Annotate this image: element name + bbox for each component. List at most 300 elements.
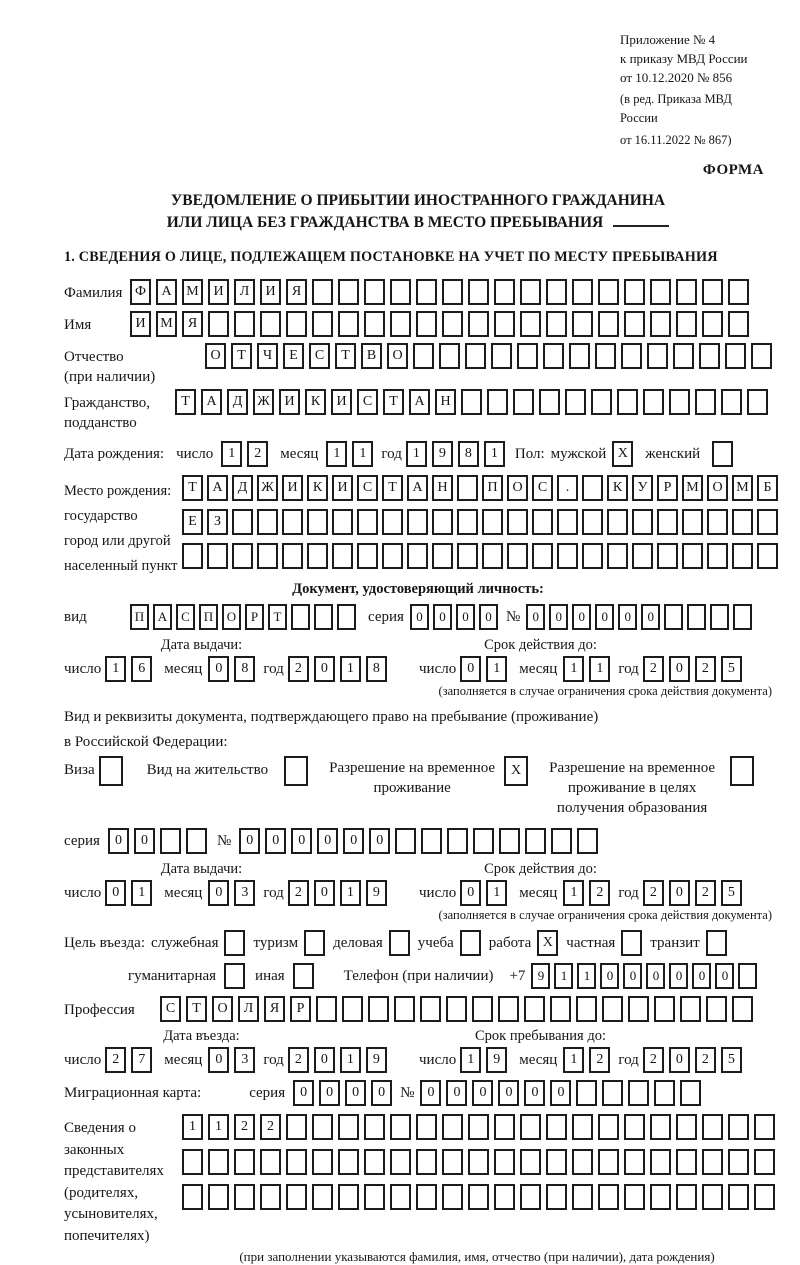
char-cell[interactable] [650,279,671,305]
char-cell[interactable] [728,1149,749,1175]
char-cell[interactable] [757,509,778,535]
char-cell[interactable] [182,1149,203,1175]
char-cell[interactable] [182,1184,203,1210]
char-cell[interactable] [314,604,333,630]
char-cell[interactable] [520,279,541,305]
char-cell[interactable] [304,930,325,956]
char-cell[interactable]: С [357,389,378,415]
char-cell[interactable] [582,475,603,501]
char-cell[interactable] [407,509,428,535]
char-cell[interactable] [407,543,428,569]
char-cell[interactable] [751,343,772,369]
char-cell[interactable]: Д [232,475,253,501]
char-cell[interactable]: 5 [721,656,742,682]
char-cell[interactable] [624,1149,645,1175]
char-cell[interactable] [394,996,415,1022]
char-cell[interactable] [234,311,255,337]
char-cell[interactable]: 0 [646,963,665,989]
char-cell[interactable] [420,996,441,1022]
char-cell[interactable]: 0 [208,1047,229,1073]
char-cell[interactable] [416,279,437,305]
char-cell[interactable]: 8 [366,656,387,682]
char-cell[interactable] [707,509,728,535]
char-cell[interactable]: Ж [257,475,278,501]
char-cell[interactable]: С [160,996,181,1022]
char-cell[interactable]: М [732,475,753,501]
char-cell[interactable]: 0 [239,828,260,854]
char-cell[interactable]: 0 [669,1047,690,1073]
char-cell[interactable] [669,389,690,415]
char-cell[interactable]: 3 [234,1047,255,1073]
char-cell[interactable]: 5 [721,880,742,906]
char-cell[interactable]: 9 [486,1047,507,1073]
char-cell[interactable]: 0 [498,1080,519,1106]
char-cell[interactable] [676,311,697,337]
char-cell[interactable]: Н [435,389,456,415]
char-cell[interactable]: Ж [253,389,274,415]
char-cell[interactable] [591,389,612,415]
char-cell[interactable] [507,543,528,569]
char-cell[interactable]: 2 [288,880,309,906]
char-cell[interactable] [551,828,572,854]
char-cell[interactable]: 0 [623,963,642,989]
char-cell[interactable]: 1 [406,441,427,467]
char-cell[interactable]: 1 [486,656,507,682]
char-cell[interactable] [468,311,489,337]
char-cell[interactable]: С [357,475,378,501]
char-cell[interactable]: 1 [554,963,573,989]
char-cell[interactable]: 1 [105,656,126,682]
char-cell[interactable]: А [409,389,430,415]
char-cell[interactable] [680,996,701,1022]
char-cell[interactable]: 9 [531,963,550,989]
char-cell[interactable] [364,279,385,305]
char-cell[interactable]: И [282,475,303,501]
char-cell[interactable]: 0 [208,656,229,682]
char-cell[interactable] [643,389,664,415]
char-cell[interactable]: Т [186,996,207,1022]
char-cell[interactable] [532,509,553,535]
char-cell[interactable] [532,543,553,569]
char-cell[interactable] [572,311,593,337]
char-cell[interactable]: 9 [366,1047,387,1073]
char-cell[interactable] [457,543,478,569]
char-cell[interactable] [654,996,675,1022]
char-cell[interactable]: 2 [643,1047,664,1073]
char-cell[interactable] [676,1149,697,1175]
char-cell[interactable]: Е [182,509,203,535]
char-cell[interactable] [312,279,333,305]
char-cell[interactable] [730,756,754,786]
char-cell[interactable] [569,343,590,369]
char-cell[interactable] [676,279,697,305]
char-cell[interactable] [725,343,746,369]
char-cell[interactable]: О [212,996,233,1022]
char-cell[interactable]: М [156,311,177,337]
char-cell[interactable]: 0 [595,604,614,630]
char-cell[interactable]: Т [182,475,203,501]
char-cell[interactable]: 1 [340,1047,361,1073]
char-cell[interactable] [695,389,716,415]
char-cell[interactable] [357,543,378,569]
char-cell[interactable] [260,1149,281,1175]
char-cell[interactable] [473,828,494,854]
char-cell[interactable] [460,930,481,956]
char-cell[interactable] [494,1114,515,1140]
char-cell[interactable]: 0 [265,828,286,854]
char-cell[interactable] [160,828,181,854]
char-cell[interactable] [607,543,628,569]
char-cell[interactable] [513,389,534,415]
char-cell[interactable]: 2 [260,1114,281,1140]
char-cell[interactable]: X [612,441,633,467]
char-cell[interactable] [307,509,328,535]
char-cell[interactable]: 0 [669,656,690,682]
char-cell[interactable]: 2 [105,1047,126,1073]
char-cell[interactable] [208,311,229,337]
char-cell[interactable] [364,1114,385,1140]
char-cell[interactable]: 0 [472,1080,493,1106]
char-cell[interactable] [702,1149,723,1175]
char-cell[interactable] [507,509,528,535]
char-cell[interactable] [572,279,593,305]
char-cell[interactable] [572,1184,593,1210]
char-cell[interactable] [654,1080,675,1106]
char-cell[interactable] [286,1149,307,1175]
char-cell[interactable] [732,996,753,1022]
char-cell[interactable]: А [407,475,428,501]
char-cell[interactable] [364,1149,385,1175]
char-cell[interactable]: 0 [108,828,129,854]
char-cell[interactable]: И [208,279,229,305]
char-cell[interactable]: 0 [550,1080,571,1106]
char-cell[interactable] [457,475,478,501]
char-cell[interactable] [395,828,416,854]
char-cell[interactable]: 2 [589,1047,610,1073]
char-cell[interactable]: Е [283,343,304,369]
char-cell[interactable]: 0 [460,656,481,682]
char-cell[interactable] [494,311,515,337]
char-cell[interactable]: М [682,475,703,501]
char-cell[interactable] [598,279,619,305]
char-cell[interactable] [598,1114,619,1140]
char-cell[interactable] [621,930,642,956]
char-cell[interactable] [499,828,520,854]
char-cell[interactable] [468,1149,489,1175]
char-cell[interactable] [602,996,623,1022]
char-cell[interactable] [286,1114,307,1140]
char-cell[interactable] [257,543,278,569]
char-cell[interactable]: 1 [131,880,152,906]
char-cell[interactable] [390,279,411,305]
char-cell[interactable] [607,509,628,535]
char-cell[interactable] [543,343,564,369]
char-cell[interactable]: Б [757,475,778,501]
char-cell[interactable] [650,1149,671,1175]
char-cell[interactable]: С [309,343,330,369]
char-cell[interactable] [682,509,703,535]
char-cell[interactable]: А [153,604,172,630]
char-cell[interactable] [754,1184,775,1210]
char-cell[interactable]: 0 [572,604,591,630]
char-cell[interactable]: 1 [486,880,507,906]
char-cell[interactable] [465,343,486,369]
char-cell[interactable] [598,1184,619,1210]
char-cell[interactable] [546,311,567,337]
char-cell[interactable]: 0 [600,963,619,989]
char-cell[interactable]: 2 [288,656,309,682]
char-cell[interactable]: 2 [234,1114,255,1140]
char-cell[interactable] [520,1149,541,1175]
char-cell[interactable]: 0 [526,604,545,630]
char-cell[interactable] [602,1080,623,1106]
char-cell[interactable]: Р [657,475,678,501]
char-cell[interactable] [524,996,545,1022]
char-cell[interactable] [624,279,645,305]
char-cell[interactable] [650,311,671,337]
char-cell[interactable]: Т [231,343,252,369]
char-cell[interactable]: Я [286,279,307,305]
char-cell[interactable] [699,343,720,369]
char-cell[interactable] [702,279,723,305]
char-cell[interactable] [338,279,359,305]
char-cell[interactable] [747,389,768,415]
char-cell[interactable] [732,509,753,535]
char-cell[interactable] [598,311,619,337]
char-cell[interactable] [342,996,363,1022]
char-cell[interactable] [442,1184,463,1210]
char-cell[interactable] [234,1149,255,1175]
char-cell[interactable] [757,543,778,569]
char-cell[interactable] [232,509,253,535]
char-cell[interactable] [337,604,356,630]
char-cell[interactable]: 0 [669,880,690,906]
char-cell[interactable]: 2 [247,441,268,467]
char-cell[interactable]: О [222,604,241,630]
char-cell[interactable]: 2 [695,656,716,682]
char-cell[interactable]: 0 [456,604,475,630]
char-cell[interactable] [595,343,616,369]
char-cell[interactable] [186,828,207,854]
char-cell[interactable] [576,996,597,1022]
char-cell[interactable] [494,1184,515,1210]
char-cell[interactable]: 2 [589,880,610,906]
char-cell[interactable] [728,1184,749,1210]
char-cell[interactable]: Т [335,343,356,369]
char-cell[interactable]: И [130,311,151,337]
char-cell[interactable] [494,279,515,305]
char-cell[interactable]: 0 [105,880,126,906]
char-cell[interactable]: 0 [460,880,481,906]
char-cell[interactable]: И [260,279,281,305]
char-cell[interactable] [517,343,538,369]
char-cell[interactable] [364,311,385,337]
char-cell[interactable]: 1 [326,441,347,467]
char-cell[interactable] [442,279,463,305]
char-cell[interactable]: К [305,389,326,415]
char-cell[interactable]: Р [245,604,264,630]
char-cell[interactable] [312,1149,333,1175]
char-cell[interactable] [520,311,541,337]
char-cell[interactable]: Ф [130,279,151,305]
char-cell[interactable]: X [537,930,558,956]
char-cell[interactable]: 8 [458,441,479,467]
char-cell[interactable] [728,279,749,305]
char-cell[interactable] [632,543,653,569]
char-cell[interactable]: 0 [293,1080,314,1106]
char-cell[interactable] [468,1114,489,1140]
char-cell[interactable]: 9 [432,441,453,467]
char-cell[interactable] [390,311,411,337]
char-cell[interactable]: 6 [131,656,152,682]
char-cell[interactable] [650,1114,671,1140]
char-cell[interactable] [546,1114,567,1140]
char-cell[interactable]: Л [238,996,259,1022]
char-cell[interactable]: 0 [343,828,364,854]
char-cell[interactable]: Л [234,279,255,305]
char-cell[interactable] [482,509,503,535]
char-cell[interactable]: X [504,756,528,786]
char-cell[interactable]: А [156,279,177,305]
char-cell[interactable] [738,963,757,989]
char-cell[interactable]: П [199,604,218,630]
char-cell[interactable] [312,1114,333,1140]
char-cell[interactable]: Т [382,475,403,501]
char-cell[interactable]: Р [290,996,311,1022]
char-cell[interactable] [416,1114,437,1140]
char-cell[interactable] [647,343,668,369]
char-cell[interactable]: 1 [589,656,610,682]
char-cell[interactable]: И [332,475,353,501]
char-cell[interactable] [728,1114,749,1140]
char-cell[interactable]: 2 [288,1047,309,1073]
char-cell[interactable]: 0 [371,1080,392,1106]
char-cell[interactable] [657,509,678,535]
char-cell[interactable] [182,543,203,569]
char-cell[interactable] [457,509,478,535]
char-cell[interactable] [282,509,303,535]
char-cell[interactable] [498,996,519,1022]
char-cell[interactable]: 2 [643,880,664,906]
char-cell[interactable] [582,509,603,535]
char-cell[interactable] [286,311,307,337]
char-cell[interactable]: П [482,475,503,501]
char-cell[interactable]: 0 [314,1047,335,1073]
char-cell[interactable] [557,509,578,535]
char-cell[interactable]: 0 [524,1080,545,1106]
char-cell[interactable]: 0 [479,604,498,630]
char-cell[interactable]: А [207,475,228,501]
char-cell[interactable] [382,543,403,569]
char-cell[interactable] [577,828,598,854]
char-cell[interactable]: Ч [257,343,278,369]
char-cell[interactable] [442,311,463,337]
char-cell[interactable] [565,389,586,415]
char-cell[interactable] [572,1114,593,1140]
char-cell[interactable]: 3 [234,880,255,906]
char-cell[interactable]: Т [175,389,196,415]
char-cell[interactable] [416,311,437,337]
char-cell[interactable] [390,1184,411,1210]
char-cell[interactable]: Т [268,604,287,630]
char-cell[interactable] [732,543,753,569]
char-cell[interactable] [442,1149,463,1175]
char-cell[interactable]: 0 [314,880,335,906]
char-cell[interactable] [546,279,567,305]
char-cell[interactable] [312,311,333,337]
char-cell[interactable] [439,343,460,369]
char-cell[interactable] [468,279,489,305]
char-cell[interactable]: 9 [366,880,387,906]
char-cell[interactable] [468,1184,489,1210]
char-cell[interactable] [368,996,389,1022]
char-cell[interactable] [416,1149,437,1175]
char-cell[interactable]: 1 [352,441,373,467]
char-cell[interactable] [432,509,453,535]
char-cell[interactable]: К [307,475,328,501]
char-cell[interactable] [487,389,508,415]
char-cell[interactable] [728,311,749,337]
char-cell[interactable]: С [532,475,553,501]
char-cell[interactable] [546,1149,567,1175]
char-cell[interactable]: Д [227,389,248,415]
char-cell[interactable] [546,1184,567,1210]
char-cell[interactable] [676,1114,697,1140]
char-cell[interactable]: Я [264,996,285,1022]
char-cell[interactable] [390,1114,411,1140]
char-cell[interactable] [707,543,728,569]
char-cell[interactable]: 1 [563,656,584,682]
char-cell[interactable]: 2 [695,880,716,906]
char-cell[interactable] [338,1149,359,1175]
char-cell[interactable]: 0 [208,880,229,906]
char-cell[interactable]: К [607,475,628,501]
char-cell[interactable] [416,1184,437,1210]
char-cell[interactable]: 1 [182,1114,203,1140]
char-cell[interactable]: 0 [410,604,429,630]
char-cell[interactable]: Н [432,475,453,501]
char-cell[interactable] [706,996,727,1022]
char-cell[interactable]: 1 [484,441,505,467]
char-cell[interactable] [461,389,482,415]
char-cell[interactable] [754,1114,775,1140]
char-cell[interactable] [624,1184,645,1210]
char-cell[interactable]: 0 [692,963,711,989]
char-cell[interactable]: И [279,389,300,415]
char-cell[interactable] [712,441,733,467]
char-cell[interactable]: Т [383,389,404,415]
char-cell[interactable] [491,343,512,369]
char-cell[interactable]: 7 [131,1047,152,1073]
char-cell[interactable]: 0 [134,828,155,854]
char-cell[interactable] [260,311,281,337]
char-cell[interactable] [628,1080,649,1106]
char-cell[interactable] [572,1149,593,1175]
char-cell[interactable] [624,1114,645,1140]
char-cell[interactable] [382,509,403,535]
char-cell[interactable]: О [707,475,728,501]
char-cell[interactable]: О [205,343,226,369]
char-cell[interactable] [624,311,645,337]
char-cell[interactable] [598,1149,619,1175]
char-cell[interactable] [472,996,493,1022]
char-cell[interactable] [446,996,467,1022]
char-cell[interactable] [307,543,328,569]
char-cell[interactable] [687,604,706,630]
char-cell[interactable]: А [201,389,222,415]
char-cell[interactable]: 1 [340,880,361,906]
char-cell[interactable]: . [557,475,578,501]
